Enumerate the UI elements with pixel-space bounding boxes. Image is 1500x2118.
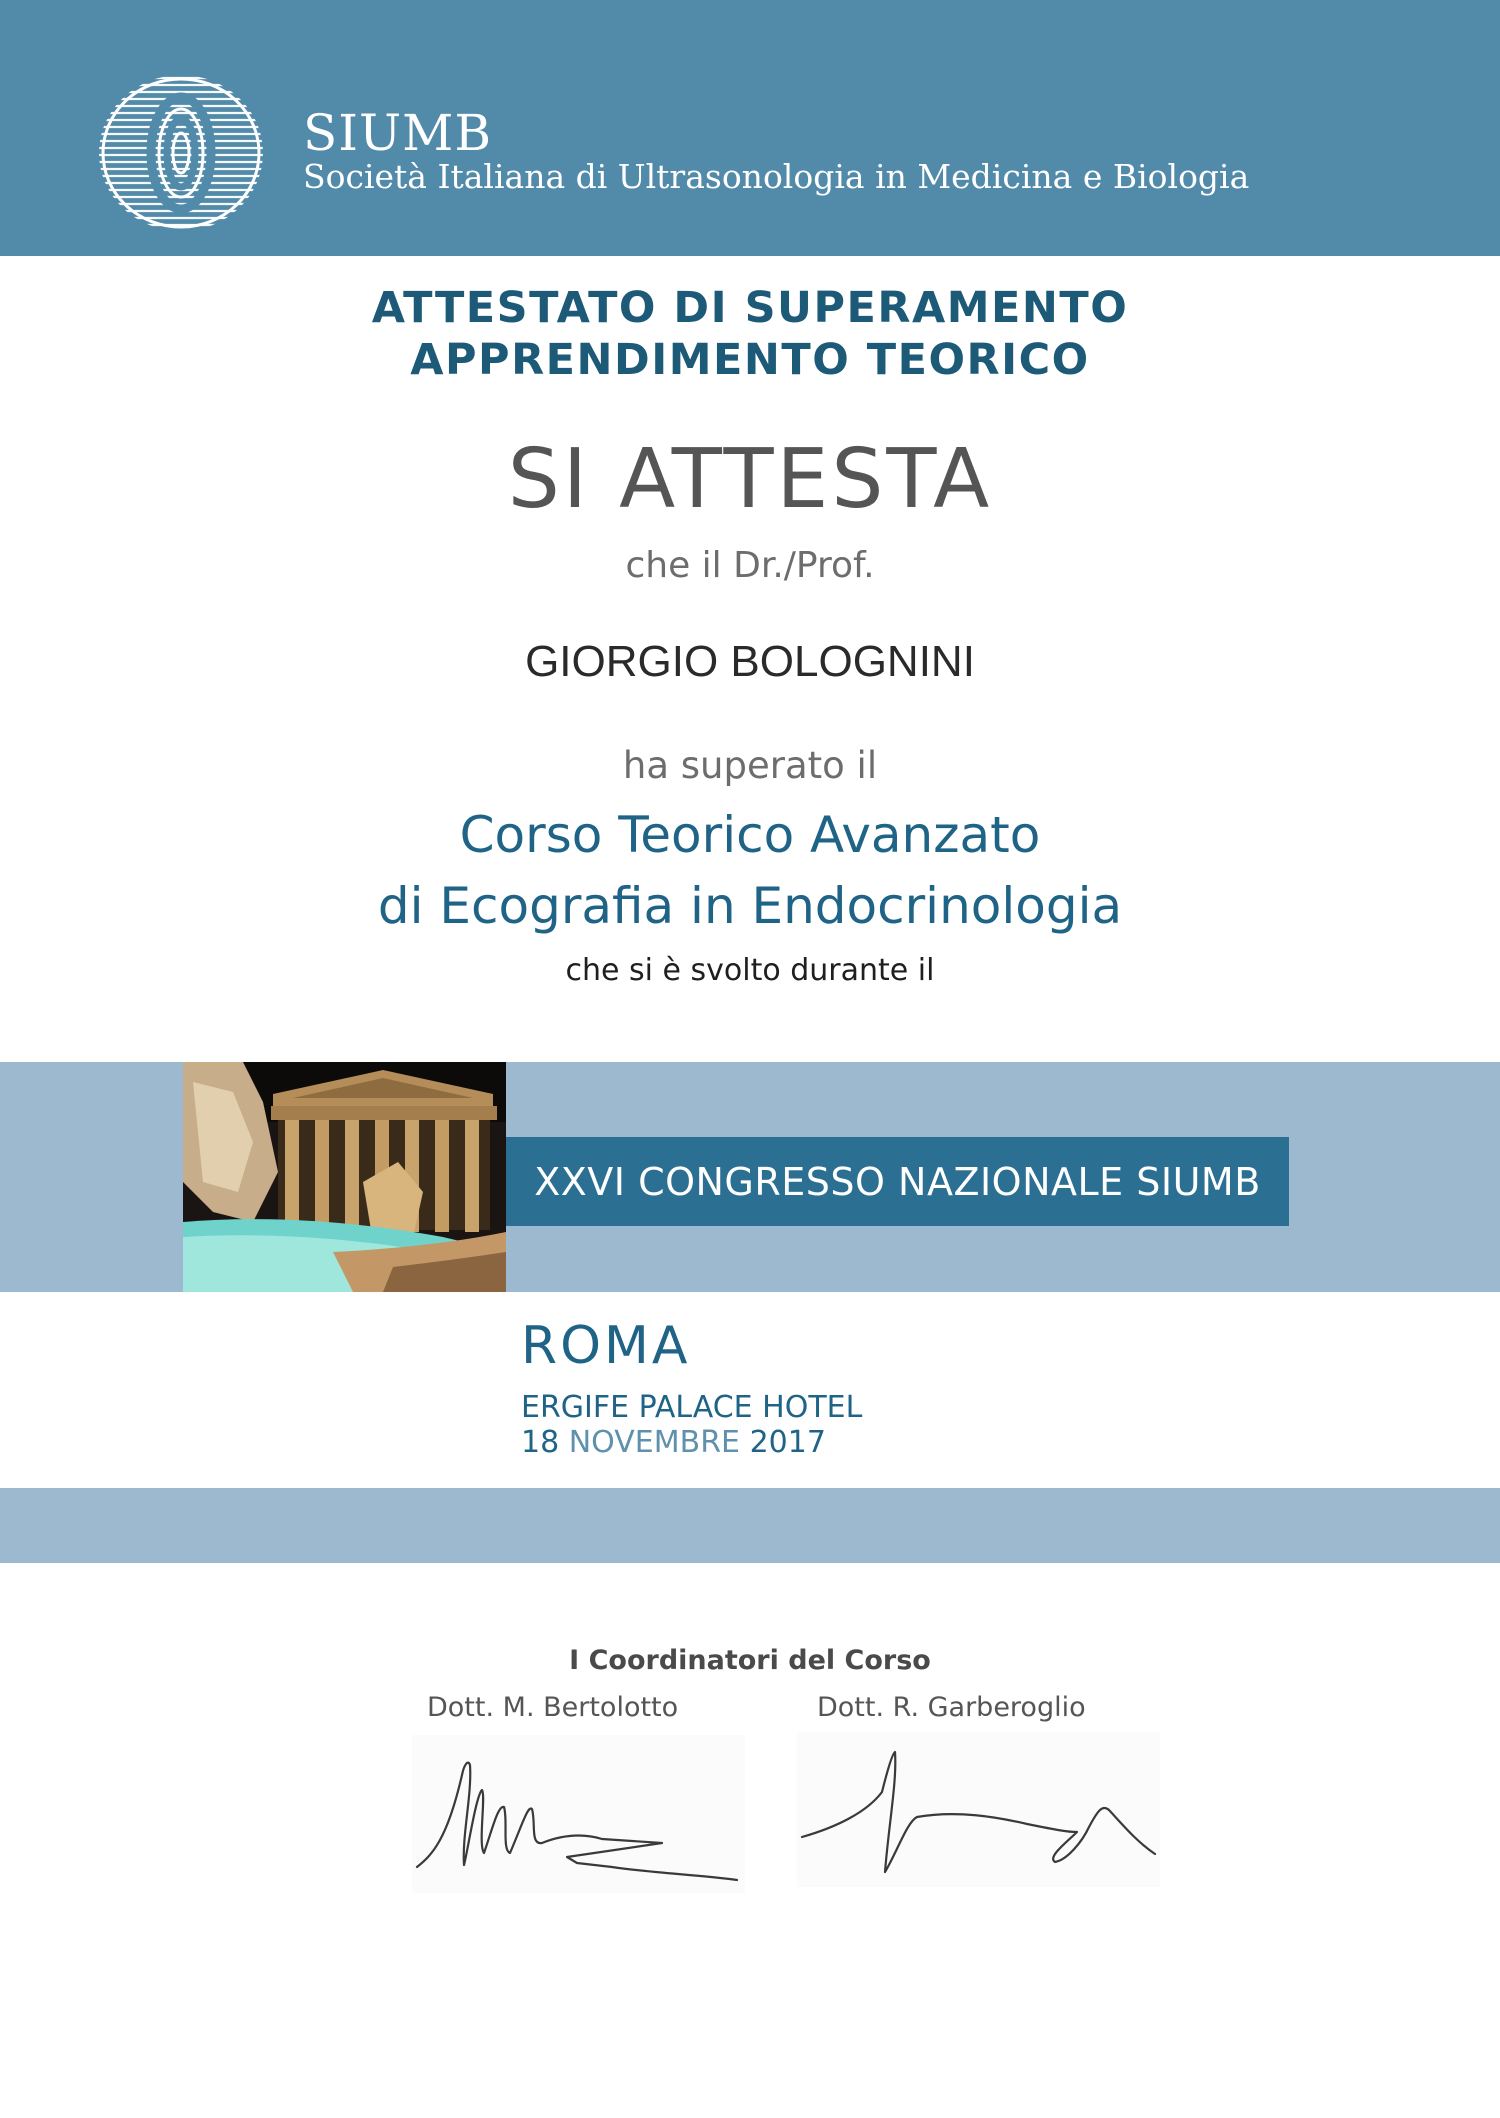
event-city: ROMA: [521, 1316, 691, 1376]
signature-garberoglio: [797, 1732, 1160, 1887]
event-date-year: 2017: [749, 1425, 826, 1460]
coordinator-name-1: Dott. M. Bertolotto: [427, 1692, 679, 1723]
event-venue: ERGIFE PALACE HOTEL: [521, 1390, 863, 1425]
course-title-line2: di Ecografia in Endocrinologia: [377, 877, 1123, 935]
org-name: SIUMB: [303, 104, 493, 162]
recipient-name: GIORGIO BOLOGNINI: [525, 637, 975, 686]
congress-title: XXVI CONGRESSO NAZIONALE SIUMB: [506, 1137, 1289, 1226]
course-title-line1: Corso Teorico Avanzato: [459, 806, 1041, 864]
pantheon-photo: [183, 1062, 506, 1292]
certificate-title-line2: APPRENDIMENTO TEORICO: [410, 335, 1090, 385]
coordinator-name-2: Dott. R. Garberoglio: [817, 1692, 1086, 1723]
org-full-name: Società Italiana di Ultrasonologia in Medicina e Biologia: [303, 157, 1250, 196]
event-date-day: 18: [521, 1425, 560, 1460]
siumb-ultrasound-logo-icon: [96, 72, 266, 234]
signature-bertolotto: [412, 1735, 745, 1893]
event-date: [521, 1425, 826, 1460]
certificate-title-line1: ATTESTATO DI SUPERAMENTO: [371, 283, 1129, 333]
passed-text: ha superato il: [622, 744, 878, 787]
course-title: [0, 800, 1500, 942]
certificate-title: [0, 282, 1500, 386]
held-during-text: che si è svolto durante il: [565, 953, 935, 988]
footer-band: [0, 1488, 1500, 1563]
attestation-heading: SI ATTESTA: [507, 432, 993, 527]
recipient-prefix: che il Dr./Prof.: [625, 545, 875, 586]
coordinators-heading: I Coordinatori del Corso: [569, 1645, 931, 1676]
event-date-month: NOVEMBRE: [568, 1425, 741, 1460]
